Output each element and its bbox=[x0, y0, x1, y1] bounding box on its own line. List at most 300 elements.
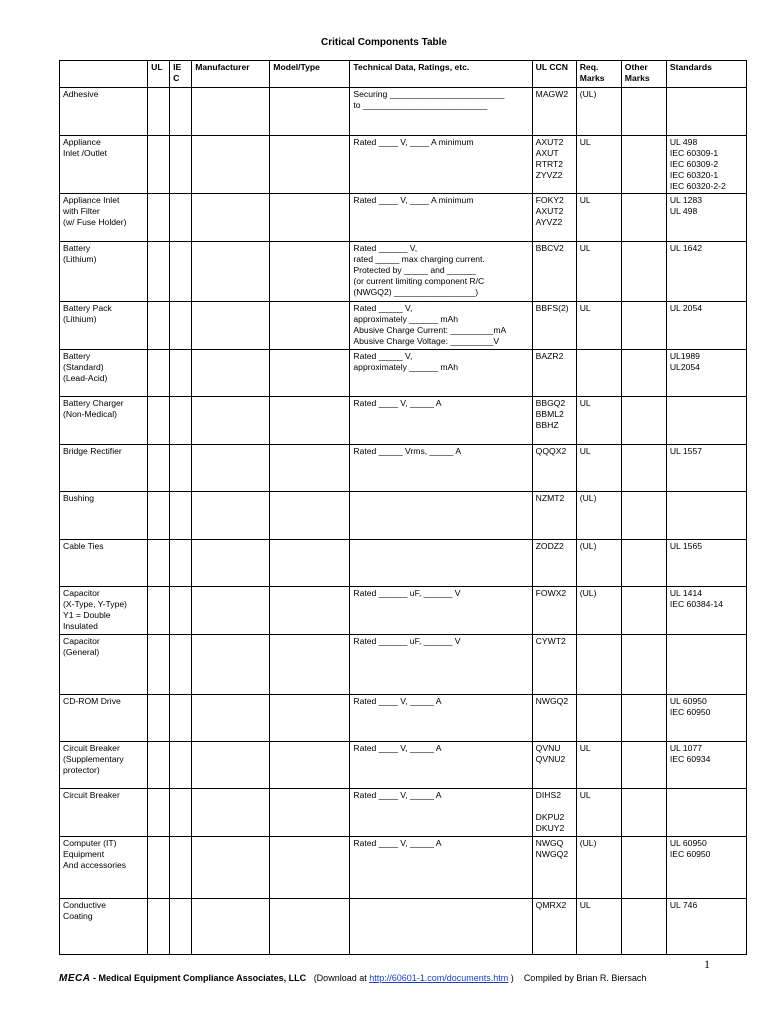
download-link[interactable]: http://60601-1.com/documents.htm bbox=[369, 973, 509, 983]
component-cell bbox=[60, 837, 148, 899]
manufacturer-cell bbox=[192, 302, 270, 350]
iec-cell bbox=[170, 899, 192, 955]
component-cell-line: (Lithium) bbox=[63, 314, 97, 324]
technical-data-cell-line: approximately ______ mAh bbox=[353, 362, 459, 372]
header-component bbox=[60, 61, 148, 88]
ul-cell bbox=[148, 837, 170, 899]
iec-cell bbox=[170, 789, 192, 837]
ul-cell bbox=[148, 742, 170, 789]
table-row bbox=[60, 899, 747, 955]
technical-data-cell-line: Rated ______ uF, ______ V bbox=[353, 636, 461, 646]
other-marks-cell bbox=[621, 742, 666, 789]
ul-ccn-cell-line: NWGQ2 bbox=[535, 849, 569, 859]
iec-cell bbox=[170, 695, 192, 742]
standards-cell bbox=[666, 397, 746, 445]
page-footer bbox=[59, 973, 759, 984]
standards-cell bbox=[666, 492, 746, 540]
component-cell bbox=[60, 242, 148, 302]
ul-cell bbox=[148, 635, 170, 695]
ul-ccn-cell-line: RTRT2 bbox=[535, 159, 564, 169]
table-row bbox=[60, 635, 747, 695]
component-cell bbox=[60, 397, 148, 445]
standards-cell bbox=[666, 635, 746, 695]
standards-cell-line: IEC 60950 bbox=[669, 707, 711, 717]
ul-ccn-cell-line: DIHS2 bbox=[535, 790, 561, 800]
table-row bbox=[60, 302, 747, 350]
req-marks-cell: UL bbox=[576, 742, 621, 789]
technical-data-cell-line: Protected by _____ and ______ bbox=[353, 265, 476, 275]
req-marks-cell: (UL) bbox=[576, 540, 621, 587]
other-marks-cell bbox=[621, 397, 666, 445]
technical-data-cell-line: rated _____ max charging current. bbox=[353, 254, 485, 264]
standards-cell-line: UL 2054 bbox=[669, 303, 703, 313]
component-cell-line: Cable Ties bbox=[63, 541, 104, 551]
company-name: - Medical Equipment Compliance Associates, LLC bbox=[90, 973, 307, 983]
table-row bbox=[60, 242, 747, 302]
ul-ccn-cell-line: ZYVZ2 bbox=[535, 170, 563, 180]
ul-cell bbox=[148, 445, 170, 492]
table-row bbox=[60, 587, 747, 635]
component-cell bbox=[60, 540, 148, 587]
component-cell-line: (Lithium) bbox=[63, 254, 97, 264]
technical-data-cell-line: Rated ____ V, ____ A minimum bbox=[353, 195, 474, 205]
standards-cell-line: UL 498 bbox=[669, 137, 698, 147]
req-marks-cell bbox=[576, 635, 621, 695]
component-cell-line: Insulated bbox=[63, 621, 98, 631]
component-cell-line: protector) bbox=[63, 765, 100, 775]
compiled-by: Compiled by Brian R. Biersach bbox=[523, 973, 647, 983]
req-marks-cell: UL bbox=[576, 899, 621, 955]
model-type-cell bbox=[270, 492, 350, 540]
other-marks-cell bbox=[621, 136, 666, 194]
component-cell bbox=[60, 445, 148, 492]
technical-data-cell bbox=[350, 136, 532, 194]
iec-cell bbox=[170, 302, 192, 350]
model-type-cell bbox=[270, 695, 350, 742]
standards-cell bbox=[666, 194, 746, 242]
iec-cell bbox=[170, 837, 192, 899]
component-cell-line: Coating bbox=[63, 911, 93, 921]
model-type-cell bbox=[270, 742, 350, 789]
manufacturer-cell bbox=[192, 837, 270, 899]
header-model-type: Model/Type bbox=[270, 61, 350, 88]
ul-ccn-cell-line: BAZR2 bbox=[535, 351, 564, 361]
ul-cell bbox=[148, 242, 170, 302]
standards-cell-line: IEC 60320-1 bbox=[669, 170, 719, 180]
ul-ccn-cell-line: AYVZ2 bbox=[535, 217, 563, 227]
component-cell-line: Y1 = Double bbox=[63, 610, 111, 620]
technical-data-cell bbox=[350, 445, 532, 492]
ul-cell bbox=[148, 899, 170, 955]
technical-data-cell bbox=[350, 302, 532, 350]
technical-data-cell bbox=[350, 350, 532, 397]
component-cell-line: (X-Type, Y-Type) bbox=[63, 599, 128, 609]
technical-data-cell bbox=[350, 899, 532, 955]
standards-cell-line: IEC 60950 bbox=[669, 849, 711, 859]
other-marks-cell bbox=[621, 899, 666, 955]
standards-cell bbox=[666, 540, 746, 587]
technical-data-cell bbox=[350, 88, 532, 136]
standards-cell bbox=[666, 302, 746, 350]
manufacturer-cell bbox=[192, 742, 270, 789]
component-cell-line: Adhesive bbox=[63, 89, 99, 99]
ul-ccn-cell-line: DKUY2 bbox=[535, 823, 565, 833]
model-type-cell bbox=[270, 194, 350, 242]
component-cell-line: (Lead-Acid) bbox=[63, 373, 108, 383]
standards-cell-line: UL 746 bbox=[669, 900, 698, 910]
iec-cell bbox=[170, 445, 192, 492]
ul-cell bbox=[148, 194, 170, 242]
ul-ccn-cell bbox=[532, 587, 576, 635]
critical-components-table bbox=[59, 60, 747, 955]
iec-cell bbox=[170, 397, 192, 445]
req-marks-cell: UL bbox=[576, 445, 621, 492]
other-marks-cell bbox=[621, 587, 666, 635]
header-ul-ccn: UL CCN bbox=[532, 61, 576, 88]
standards-cell-line: UL 1557 bbox=[669, 446, 703, 456]
table-row bbox=[60, 492, 747, 540]
technical-data-cell-line: Rated ____ V, ____ A minimum bbox=[353, 137, 474, 147]
technical-data-cell-line: to __________________________ bbox=[353, 100, 488, 110]
standards-cell bbox=[666, 587, 746, 635]
model-type-cell bbox=[270, 587, 350, 635]
ul-ccn-cell-line: BBGQ2 bbox=[535, 398, 566, 408]
standards-cell-line: UL 498 bbox=[669, 206, 698, 216]
ul-ccn-cell-line: FOKY2 bbox=[535, 195, 564, 205]
download-suffix: ) bbox=[508, 973, 514, 983]
req-marks-cell bbox=[576, 695, 621, 742]
model-type-cell bbox=[270, 88, 350, 136]
table-row bbox=[60, 136, 747, 194]
technical-data-cell-line: Rated ____ V, _____ A bbox=[353, 398, 442, 408]
ul-ccn-cell-line: QMRX2 bbox=[535, 900, 567, 910]
other-marks-cell bbox=[621, 302, 666, 350]
ul-ccn-cell-line: BBCV2 bbox=[535, 243, 564, 253]
standards-cell bbox=[666, 445, 746, 492]
iec-cell bbox=[170, 540, 192, 587]
req-marks-cell: (UL) bbox=[576, 88, 621, 136]
standards-cell-line: UL 1565 bbox=[669, 541, 703, 551]
ul-ccn-cell-line: QVNU bbox=[535, 743, 561, 753]
model-type-cell bbox=[270, 136, 350, 194]
technical-data-cell-line: Rated ____ V, _____ A bbox=[353, 790, 442, 800]
standards-cell bbox=[666, 695, 746, 742]
component-cell bbox=[60, 88, 148, 136]
iec-cell bbox=[170, 136, 192, 194]
technical-data-cell bbox=[350, 837, 532, 899]
other-marks-cell bbox=[621, 194, 666, 242]
standards-cell bbox=[666, 742, 746, 789]
model-type-cell bbox=[270, 635, 350, 695]
manufacturer-cell bbox=[192, 242, 270, 302]
page-number: 1 bbox=[704, 957, 710, 971]
component-cell-line: Circuit Breaker bbox=[63, 790, 120, 800]
req-marks-cell: UL bbox=[576, 302, 621, 350]
model-type-cell bbox=[270, 242, 350, 302]
ul-ccn-cell-line bbox=[536, 801, 573, 812]
iec-cell bbox=[170, 635, 192, 695]
ul-ccn-cell-line: NWGQ2 bbox=[535, 696, 569, 706]
component-cell bbox=[60, 789, 148, 837]
manufacturer-cell bbox=[192, 540, 270, 587]
technical-data-cell bbox=[350, 397, 532, 445]
iec-cell bbox=[170, 350, 192, 397]
technical-data-cell-line: Abusive Charge Current: _________mA bbox=[353, 325, 507, 335]
component-cell-line: Circuit Breaker bbox=[63, 743, 120, 753]
component-cell-line: Appliance Inlet bbox=[63, 195, 120, 205]
component-cell-line: Battery bbox=[63, 243, 91, 253]
iec-cell bbox=[170, 587, 192, 635]
model-type-cell bbox=[270, 445, 350, 492]
technical-data-cell-line: Rated _____ V, bbox=[353, 351, 413, 361]
req-marks-cell: (UL) bbox=[576, 587, 621, 635]
standards-cell-line: UL 60950 bbox=[669, 838, 707, 848]
manufacturer-cell bbox=[192, 492, 270, 540]
manufacturer-cell bbox=[192, 789, 270, 837]
standards-cell bbox=[666, 789, 746, 837]
standards-cell bbox=[666, 88, 746, 136]
technical-data-cell-line: Rated ____ V, _____ A bbox=[353, 838, 442, 848]
ul-ccn-cell-line: DKPU2 bbox=[535, 812, 565, 822]
ul-cell bbox=[148, 695, 170, 742]
other-marks-cell bbox=[621, 635, 666, 695]
technical-data-cell-line: Rated ______ V, bbox=[353, 243, 418, 253]
req-marks-cell: (UL) bbox=[576, 492, 621, 540]
component-cell-line: Battery Pack bbox=[63, 303, 112, 313]
ul-cell bbox=[148, 302, 170, 350]
ul-ccn-cell-line: BBML2 bbox=[535, 409, 564, 419]
ul-ccn-cell bbox=[532, 445, 576, 492]
meca-logo: MECA bbox=[59, 973, 91, 984]
other-marks-cell bbox=[621, 242, 666, 302]
standards-cell bbox=[666, 899, 746, 955]
req-marks-cell bbox=[576, 350, 621, 397]
technical-data-cell-line: Rated _____ Vrms, _____ A bbox=[353, 446, 462, 456]
ul-cell bbox=[148, 492, 170, 540]
manufacturer-cell bbox=[192, 635, 270, 695]
component-cell-line: with Filter bbox=[63, 206, 100, 216]
ul-cell bbox=[148, 789, 170, 837]
manufacturer-cell bbox=[192, 88, 270, 136]
ul-ccn-cell bbox=[532, 194, 576, 242]
req-marks-cell: UL bbox=[576, 789, 621, 837]
standards-cell-line: IEC 60309-2 bbox=[669, 159, 719, 169]
component-cell bbox=[60, 587, 148, 635]
technical-data-cell-line: approximately ______ mAh bbox=[353, 314, 459, 324]
ul-ccn-cell-line: QQQX2 bbox=[535, 446, 567, 456]
ul-ccn-cell-line: NZMT2 bbox=[535, 493, 565, 503]
component-cell-line: Capacitor bbox=[63, 588, 100, 598]
manufacturer-cell bbox=[192, 445, 270, 492]
table-row bbox=[60, 837, 747, 899]
technical-data-cell bbox=[350, 742, 532, 789]
ul-ccn-cell-line: BBHZ bbox=[535, 420, 559, 430]
technical-data-cell-line: Rated ______ uF, ______ V bbox=[353, 588, 461, 598]
standards-cell bbox=[666, 837, 746, 899]
ul-ccn-cell bbox=[532, 302, 576, 350]
ul-ccn-cell-line: NWGQ bbox=[535, 838, 564, 848]
ul-ccn-cell bbox=[532, 397, 576, 445]
ul-ccn-cell bbox=[532, 136, 576, 194]
table-row bbox=[60, 194, 747, 242]
manufacturer-cell bbox=[192, 194, 270, 242]
technical-data-cell-line: (or current limiting component R/C bbox=[353, 276, 485, 286]
manufacturer-cell bbox=[192, 587, 270, 635]
table-row bbox=[60, 695, 747, 742]
ul-ccn-cell-line: AXUT2 bbox=[535, 206, 564, 216]
ul-cell bbox=[148, 88, 170, 136]
component-cell-line: (General) bbox=[63, 647, 100, 657]
download-prefix: (Download at bbox=[313, 973, 370, 983]
technical-data-cell bbox=[350, 492, 532, 540]
model-type-cell bbox=[270, 540, 350, 587]
component-cell-line: (Supplementary bbox=[63, 754, 124, 764]
model-type-cell bbox=[270, 397, 350, 445]
ul-ccn-cell-line: CYWT2 bbox=[535, 636, 566, 646]
technical-data-cell-line: Rated _____ V, bbox=[353, 303, 413, 313]
manufacturer-cell bbox=[192, 695, 270, 742]
standards-cell bbox=[666, 242, 746, 302]
technical-data-cell-line: Rated ____ V, _____ A bbox=[353, 696, 442, 706]
iec-cell bbox=[170, 88, 192, 136]
manufacturer-cell bbox=[192, 136, 270, 194]
ul-ccn-cell-line: AXUT2 bbox=[535, 137, 564, 147]
standards-cell bbox=[666, 350, 746, 397]
component-cell-line: (Non-Medical) bbox=[63, 409, 117, 419]
other-marks-cell bbox=[621, 837, 666, 899]
ul-ccn-cell bbox=[532, 350, 576, 397]
model-type-cell bbox=[270, 837, 350, 899]
document-title: Critical Components Table bbox=[321, 37, 447, 48]
model-type-cell bbox=[270, 302, 350, 350]
table-body bbox=[60, 88, 747, 955]
req-marks-cell: UL bbox=[576, 194, 621, 242]
ul-ccn-cell bbox=[532, 789, 576, 837]
ul-ccn-cell-line: BBFS(2) bbox=[535, 303, 569, 313]
ul-ccn-cell bbox=[532, 88, 576, 136]
other-marks-cell bbox=[621, 492, 666, 540]
technical-data-cell-line: (NWGQ2) _________________) bbox=[353, 287, 479, 297]
component-cell bbox=[60, 695, 148, 742]
standards-cell-line: UL 1077 bbox=[669, 743, 703, 753]
table-row bbox=[60, 742, 747, 789]
component-cell bbox=[60, 899, 148, 955]
component-cell-line: Bridge Rectifier bbox=[63, 446, 122, 456]
standards-cell-line: IEC 60309-1 bbox=[669, 148, 719, 158]
standards-cell-line: UL1989 bbox=[669, 351, 700, 361]
header-other-marks: Other Marks bbox=[621, 61, 666, 88]
component-cell bbox=[60, 635, 148, 695]
ul-cell bbox=[148, 540, 170, 587]
component-cell-line: Appliance bbox=[63, 137, 101, 147]
standards-cell-line: UL 1642 bbox=[669, 243, 703, 253]
standards-cell-line: UL 1283 bbox=[669, 195, 703, 205]
req-marks-cell: UL bbox=[576, 242, 621, 302]
header-manufacturer: Manufacturer bbox=[192, 61, 270, 88]
component-cell-line: (Standard) bbox=[63, 362, 104, 372]
manufacturer-cell bbox=[192, 350, 270, 397]
ul-ccn-cell-line: AXUT bbox=[535, 148, 559, 158]
standards-cell bbox=[666, 136, 746, 194]
ul-ccn-cell bbox=[532, 242, 576, 302]
header-ul: UL bbox=[148, 61, 170, 88]
technical-data-cell-line: Securing ________________________ bbox=[353, 89, 505, 99]
component-cell-line: Equipment bbox=[63, 849, 105, 859]
technical-data-cell-line: Abusive Charge Voltage: _________V bbox=[353, 336, 500, 346]
technical-data-cell bbox=[350, 194, 532, 242]
ul-ccn-cell-line: MAGW2 bbox=[535, 89, 569, 99]
ul-ccn-cell bbox=[532, 492, 576, 540]
standards-cell-line: UL2054 bbox=[669, 362, 700, 372]
other-marks-cell bbox=[621, 88, 666, 136]
other-marks-cell bbox=[621, 445, 666, 492]
component-cell-line: CD-ROM Drive bbox=[63, 696, 121, 706]
ul-ccn-cell-line: FOWX2 bbox=[535, 588, 567, 598]
manufacturer-cell bbox=[192, 899, 270, 955]
component-cell-line: Bushing bbox=[63, 493, 95, 503]
component-cell bbox=[60, 742, 148, 789]
standards-cell-line: UL 1414 bbox=[669, 588, 703, 598]
manufacturer-cell bbox=[192, 397, 270, 445]
technical-data-cell bbox=[350, 635, 532, 695]
ul-cell bbox=[148, 136, 170, 194]
iec-cell bbox=[170, 194, 192, 242]
component-cell-line: Conductive bbox=[63, 900, 106, 910]
ul-cell bbox=[148, 587, 170, 635]
technical-data-cell bbox=[350, 587, 532, 635]
iec-cell bbox=[170, 242, 192, 302]
header-standards: Standards bbox=[666, 61, 746, 88]
technical-data-cell bbox=[350, 242, 532, 302]
technical-data-cell bbox=[350, 540, 532, 587]
ul-cell bbox=[148, 397, 170, 445]
technical-data-cell bbox=[350, 695, 532, 742]
ul-ccn-cell bbox=[532, 899, 576, 955]
table-header-row bbox=[60, 61, 747, 88]
model-type-cell bbox=[270, 789, 350, 837]
table-row bbox=[60, 445, 747, 492]
component-cell-line: Capacitor bbox=[63, 636, 100, 646]
ul-ccn-cell bbox=[532, 742, 576, 789]
ul-cell bbox=[148, 350, 170, 397]
other-marks-cell bbox=[621, 789, 666, 837]
ul-ccn-cell bbox=[532, 837, 576, 899]
ul-ccn-cell-line: ZODZ2 bbox=[535, 541, 564, 551]
iec-cell bbox=[170, 742, 192, 789]
technical-data-cell-line: Rated ____ V, _____ A bbox=[353, 743, 442, 753]
header-iec: IE C bbox=[170, 61, 192, 88]
component-cell-line: Inlet /Outlet bbox=[63, 148, 107, 158]
header-req-marks: Req. Marks bbox=[576, 61, 621, 88]
table-row bbox=[60, 350, 747, 397]
component-cell-line: And accessories bbox=[63, 860, 127, 870]
component-cell bbox=[60, 136, 148, 194]
other-marks-cell bbox=[621, 540, 666, 587]
component-cell-line: (w/ Fuse Holder) bbox=[63, 217, 127, 227]
standards-cell-line: IEC 60934 bbox=[669, 754, 711, 764]
iec-cell bbox=[170, 492, 192, 540]
component-cell-line: Battery bbox=[63, 351, 91, 361]
component-cell bbox=[60, 492, 148, 540]
ul-ccn-cell-line: QVNU2 bbox=[535, 754, 566, 764]
component-cell bbox=[60, 194, 148, 242]
other-marks-cell bbox=[621, 350, 666, 397]
req-marks-cell: UL bbox=[576, 397, 621, 445]
req-marks-cell: UL bbox=[576, 136, 621, 194]
component-cell bbox=[60, 350, 148, 397]
header-technical-data: Technical Data, Ratings, etc. bbox=[350, 61, 532, 88]
component-cell bbox=[60, 302, 148, 350]
